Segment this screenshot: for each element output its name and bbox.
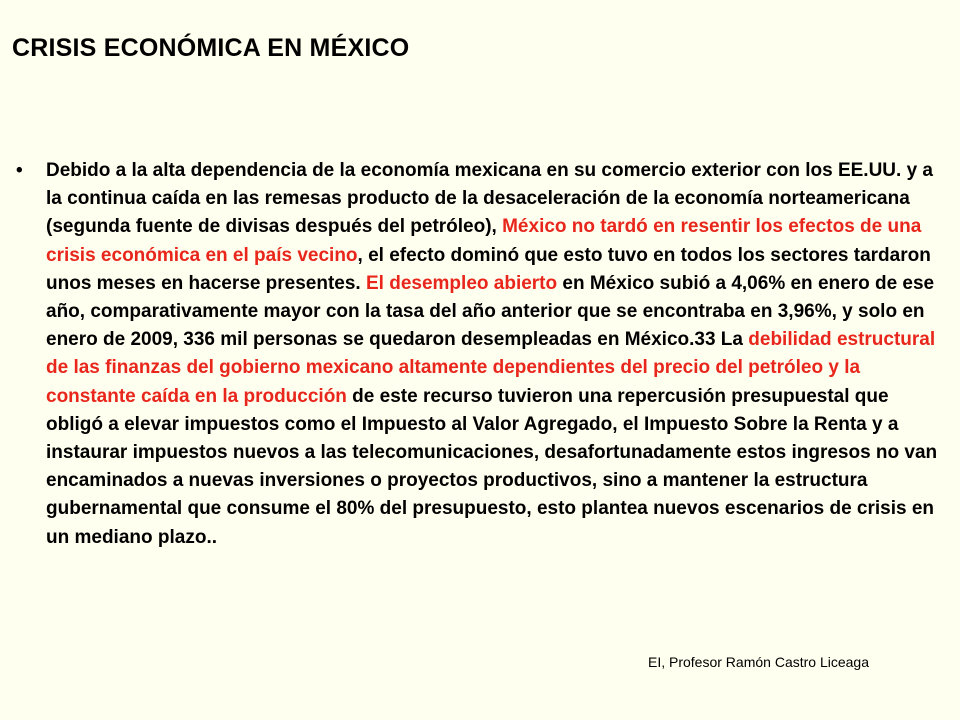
author-credit: EI, Profesor Ramón Castro Liceaga xyxy=(648,654,869,670)
highlighted-text: El desempleo abierto xyxy=(366,272,558,294)
highlighted-text: debilidad estructural de las finanzas del gobierno mexicano altamente dependientes del precio del petróleo y la constante caída en la producción xyxy=(46,329,936,407)
slide-title: CRISIS ECONÓMICA EN MÉXICO xyxy=(12,34,410,62)
bullet-paragraph xyxy=(46,157,946,552)
paragraph-segment: de este recurso tuvieron una repercusión presupuestal que obligó a elevar impuestos como el Impuesto al Valor Agregado, el Impuesto Sobre la Renta y a instaurar impuestos nuevos a las telecomunicaciones, desafortunadamente estos ingresos no van encaminados a nuevas inversiones o proyectos productivos, sino a mantener la estructura gubernamental que consume el 80% del presupuesto, esto plantea nuevos escenarios de crisis en un mediano plazo.. xyxy=(46,385,938,548)
paragraph-segment: , el efecto dominó que esto tuvo en todos los sectores tardaron unos meses en hacerse presentes. xyxy=(46,244,931,294)
paragraph-segment: en México subió a 4,06% en enero de ese año, comparativamente mayor con la tasa del año anterior que se encontraba en 3,96%, y solo en enero de 2009, 336 mil personas se quedaron desempleadas en México.33 La xyxy=(46,272,935,351)
highlighted-text: México no tardó en resentir los efectos de una crisis económica en el país vecino xyxy=(46,216,922,266)
bullet-marker: • xyxy=(16,160,23,181)
paragraph-segment: Debido a la alta dependencia de la economía mexicana en su comercio exterior con los EE.UU. y a la continua caída en las remesas producto de la desaceleración de la economía norteamericana (segunda fuente de divisas después del petróleo), xyxy=(46,160,933,238)
